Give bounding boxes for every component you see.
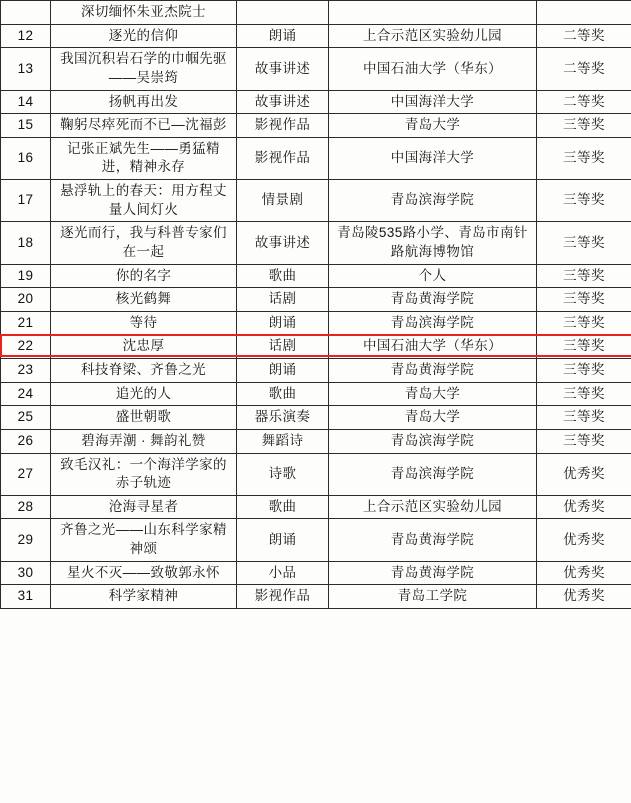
cell-unit: 青岛滨海学院 xyxy=(329,429,537,453)
cell-type: 情景剧 xyxy=(237,180,329,222)
cell-type xyxy=(237,1,329,25)
cell-index: 28 xyxy=(1,495,51,519)
cell-index: 19 xyxy=(1,264,51,288)
cell-prize: 二等奖 xyxy=(537,48,631,90)
cell-prize: 三等奖 xyxy=(537,288,631,312)
table-row xyxy=(1,1,631,25)
cell-type: 器乐演奏 xyxy=(237,406,329,430)
cell-unit: 中国石油大学（华东） xyxy=(329,335,537,359)
table-row xyxy=(1,585,631,609)
cell-index xyxy=(1,1,51,25)
cell-unit: 青岛滨海学院 xyxy=(329,311,537,335)
table-row xyxy=(1,48,631,90)
cell-prize: 优秀奖 xyxy=(537,453,631,495)
cell-index: 25 xyxy=(1,406,51,430)
cell-unit: 中国海洋大学 xyxy=(329,90,537,114)
table-row xyxy=(1,406,631,430)
cell-prize: 三等奖 xyxy=(537,311,631,335)
cell-type: 歌曲 xyxy=(237,382,329,406)
cell-unit: 青岛黄海学院 xyxy=(329,359,537,383)
cell-index: 20 xyxy=(1,288,51,312)
cell-type: 朗诵 xyxy=(237,359,329,383)
cell-unit: 中国石油大学（华东） xyxy=(329,48,537,90)
cell-index: 27 xyxy=(1,453,51,495)
cell-title: 扬帆再出发 xyxy=(51,90,237,114)
cell-type: 歌曲 xyxy=(237,264,329,288)
cell-title: 沈忠厚 xyxy=(51,335,237,359)
cell-prize: 三等奖 xyxy=(537,222,631,264)
cell-type: 影视作品 xyxy=(237,114,329,138)
cell-title: 追光的人 xyxy=(51,382,237,406)
cell-prize: 二等奖 xyxy=(537,24,631,48)
cell-title: 逐光的信仰 xyxy=(51,24,237,48)
cell-unit: 青岛滨海学院 xyxy=(329,180,537,222)
table-row xyxy=(1,453,631,495)
cell-unit: 青岛工学院 xyxy=(329,585,537,609)
cell-index: 26 xyxy=(1,429,51,453)
cell-title: 核光鹤舞 xyxy=(51,288,237,312)
cell-type: 影视作品 xyxy=(237,585,329,609)
cell-prize xyxy=(537,1,631,25)
cell-prize: 三等奖 xyxy=(537,382,631,406)
table-row xyxy=(1,114,631,138)
cell-unit: 中国海洋大学 xyxy=(329,137,537,179)
cell-type: 故事讲述 xyxy=(237,48,329,90)
cell-prize: 三等奖 xyxy=(537,359,631,383)
cell-index: 29 xyxy=(1,519,51,561)
cell-index: 31 xyxy=(1,585,51,609)
cell-title: 沧海寻星者 xyxy=(51,495,237,519)
cell-index: 14 xyxy=(1,90,51,114)
cell-type: 故事讲述 xyxy=(237,222,329,264)
cell-title: 鞠躬尽瘁死而不已—沈福彭 xyxy=(51,114,237,138)
cell-unit xyxy=(329,1,537,25)
cell-prize: 二等奖 xyxy=(537,90,631,114)
cell-title: 科学家精神 xyxy=(51,585,237,609)
cell-title: 记张正斌先生——勇猛精进，精神永存 xyxy=(51,137,237,179)
cell-prize: 三等奖 xyxy=(537,137,631,179)
cell-prize: 优秀奖 xyxy=(537,561,631,585)
cell-prize: 三等奖 xyxy=(537,429,631,453)
table-row xyxy=(1,137,631,179)
table-row xyxy=(1,311,631,335)
cell-type: 朗诵 xyxy=(237,24,329,48)
table-row-highlighted xyxy=(1,335,631,359)
cell-index: 21 xyxy=(1,311,51,335)
cell-unit: 个人 xyxy=(329,264,537,288)
cell-prize: 三等奖 xyxy=(537,406,631,430)
table-row xyxy=(1,264,631,288)
table-row xyxy=(1,519,631,561)
table-row xyxy=(1,495,631,519)
cell-unit: 青岛黄海学院 xyxy=(329,519,537,561)
cell-prize: 三等奖 xyxy=(537,264,631,288)
cell-unit: 青岛大学 xyxy=(329,406,537,430)
table-row xyxy=(1,561,631,585)
cell-unit: 上合示范区实验幼儿园 xyxy=(329,495,537,519)
cell-title: 致毛汉礼：一个海洋学家的赤子轨迹 xyxy=(51,453,237,495)
cell-title: 科技脊梁、齐鲁之光 xyxy=(51,359,237,383)
cell-index: 24 xyxy=(1,382,51,406)
cell-prize: 三等奖 xyxy=(537,114,631,138)
cell-index: 17 xyxy=(1,180,51,222)
cell-unit: 青岛滨海学院 xyxy=(329,453,537,495)
cell-title: 碧海弄潮 · 舞韵礼赞 xyxy=(51,429,237,453)
cell-unit: 上合示范区实验幼儿园 xyxy=(329,24,537,48)
cell-prize: 优秀奖 xyxy=(537,519,631,561)
table-row xyxy=(1,24,631,48)
cell-index: 13 xyxy=(1,48,51,90)
cell-unit: 青岛黄海学院 xyxy=(329,288,537,312)
cell-title: 逐光而行，我与科普专家们在一起 xyxy=(51,222,237,264)
cell-type: 故事讲述 xyxy=(237,90,329,114)
cell-prize: 优秀奖 xyxy=(537,495,631,519)
cell-index: 23 xyxy=(1,359,51,383)
cell-title: 星火不灭——致敬郭永怀 xyxy=(51,561,237,585)
table-row xyxy=(1,222,631,264)
cell-type: 歌曲 xyxy=(237,495,329,519)
cell-index: 30 xyxy=(1,561,51,585)
cell-title: 我国沉积岩石学的巾帼先驱——吴崇筠 xyxy=(51,48,237,90)
cell-title: 等待 xyxy=(51,311,237,335)
table-row xyxy=(1,288,631,312)
cell-type: 朗诵 xyxy=(237,519,329,561)
table-row xyxy=(1,180,631,222)
cell-type: 话剧 xyxy=(237,288,329,312)
cell-title: 深切缅怀朱亚杰院士 xyxy=(51,1,237,25)
cell-prize: 三等奖 xyxy=(537,180,631,222)
cell-type: 舞蹈诗 xyxy=(237,429,329,453)
table-row xyxy=(1,429,631,453)
cell-title: 盛世朝歌 xyxy=(51,406,237,430)
cell-title: 你的名字 xyxy=(51,264,237,288)
cell-index: 18 xyxy=(1,222,51,264)
cell-title: 悬浮轨上的春天：用方程丈量人间灯火 xyxy=(51,180,237,222)
cell-type: 影视作品 xyxy=(237,137,329,179)
cell-title: 齐鲁之光——山东科学家精神颂 xyxy=(51,519,237,561)
cell-prize: 优秀奖 xyxy=(537,585,631,609)
cell-unit: 青岛大学 xyxy=(329,114,537,138)
cell-type: 诗歌 xyxy=(237,453,329,495)
cell-type: 小品 xyxy=(237,561,329,585)
table-row xyxy=(1,359,631,383)
cell-index: 12 xyxy=(1,24,51,48)
table-row xyxy=(1,382,631,406)
table-row xyxy=(1,90,631,114)
cell-unit: 青岛大学 xyxy=(329,382,537,406)
cell-index: 16 xyxy=(1,137,51,179)
cell-unit: 青岛陵535路小学、青岛市南针路航海博物馆 xyxy=(329,222,537,264)
cell-index: 22 xyxy=(1,335,51,359)
cell-type: 朗诵 xyxy=(237,311,329,335)
cell-unit: 青岛黄海学院 xyxy=(329,561,537,585)
award-table-body xyxy=(1,1,631,609)
cell-prize: 三等奖 xyxy=(537,335,631,359)
cell-type: 话剧 xyxy=(237,335,329,359)
cell-index: 15 xyxy=(1,114,51,138)
